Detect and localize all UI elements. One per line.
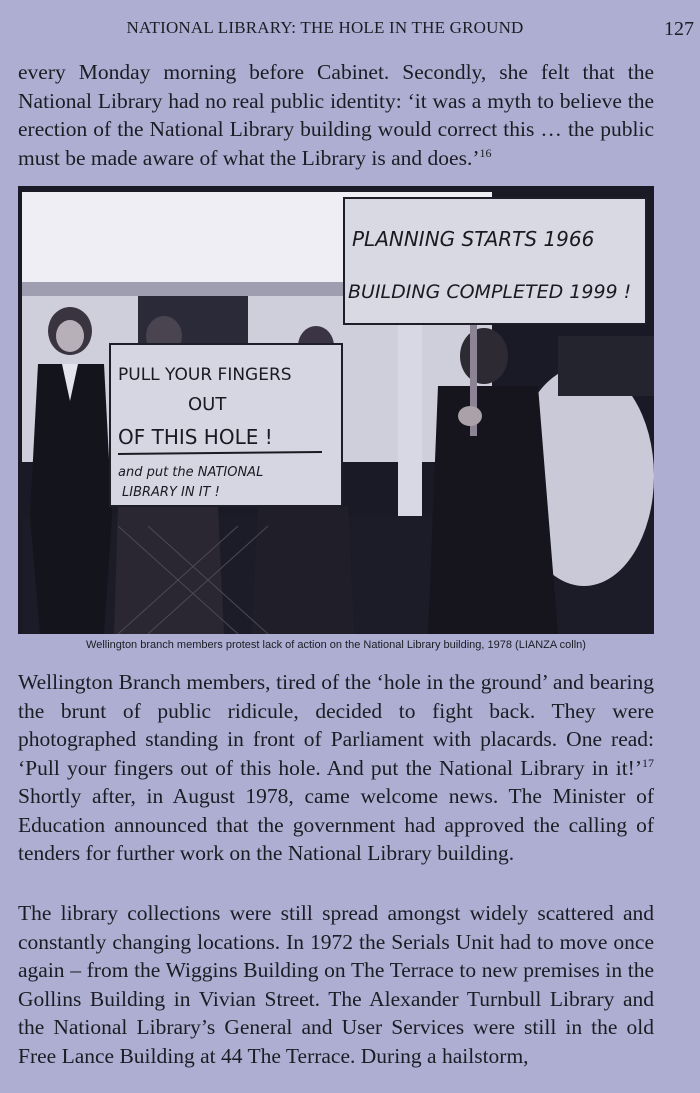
paragraph-2-text-a: Wellington Branch members, tired of the ‘hole in the ground’ and bearing the brunt of public ridicule, decided to fight back. They were photographed standing in front of Parliament with placards. One read: ‘Pull your fingers out of this hole. And put the National Library in it!’ <box>18 670 654 780</box>
photo-caption: Wellington branch members protest lack of action on the National Library building, 1978 (LIANZA colln) <box>86 639 586 651</box>
sign-left-line2: OUT <box>188 394 227 415</box>
sign-left-line3: OF THIS HOLE ! <box>118 425 273 449</box>
running-title: NATIONAL LIBRARY: THE HOLE IN THE GROUND <box>126 18 524 37</box>
paragraph-1 <box>18 58 654 172</box>
paragraph-3 <box>18 899 654 1070</box>
footnote-ref-17: 17 <box>642 755 654 770</box>
paragraph-1-text: every Monday morning before Cabinet. Secondly, she felt that the National Library had no real public identity: ‘it was a myth to believe the erection of the National Library building would correct this … the public must be made aware of what the Library is and does.’ <box>18 60 654 170</box>
page-number: 127 <box>664 18 694 40</box>
sign-right-line1: PLANNING STARTS 1966 <box>352 227 595 251</box>
sign-left-line5: LIBRARY IN IT ! <box>122 485 220 500</box>
protest-photo <box>18 186 654 634</box>
sign-right-line2: BUILDING COMPLETED 1999 ! <box>348 281 632 303</box>
paragraph-3-text: The library collections were still spread amongst widely scattered and constantly changing locations. In 1972 the Serials Unit had to move once again – from the Wiggins Building on The Terrace to new premises in the Gollins Building in Vivian Street. The Alexander Turnbull Library and the National Library’s General and User Services were still in the old Free Lance Building at 44 The Terrace. During a hailstorm, <box>18 901 654 1068</box>
paragraph-2 <box>18 668 654 868</box>
sign-left-line4: and put the NATIONAL <box>118 465 264 480</box>
paragraph-2-text-b: Shortly after, in August 1978, came welcome news. The Minister of Education announced that the government had approved the calling of tenders for further work on the National Library building. <box>18 784 654 865</box>
running-header <box>0 16 700 42</box>
sign-left-line1: PULL YOUR FINGERS <box>118 365 292 385</box>
footnote-ref-16: 16 <box>479 145 492 160</box>
